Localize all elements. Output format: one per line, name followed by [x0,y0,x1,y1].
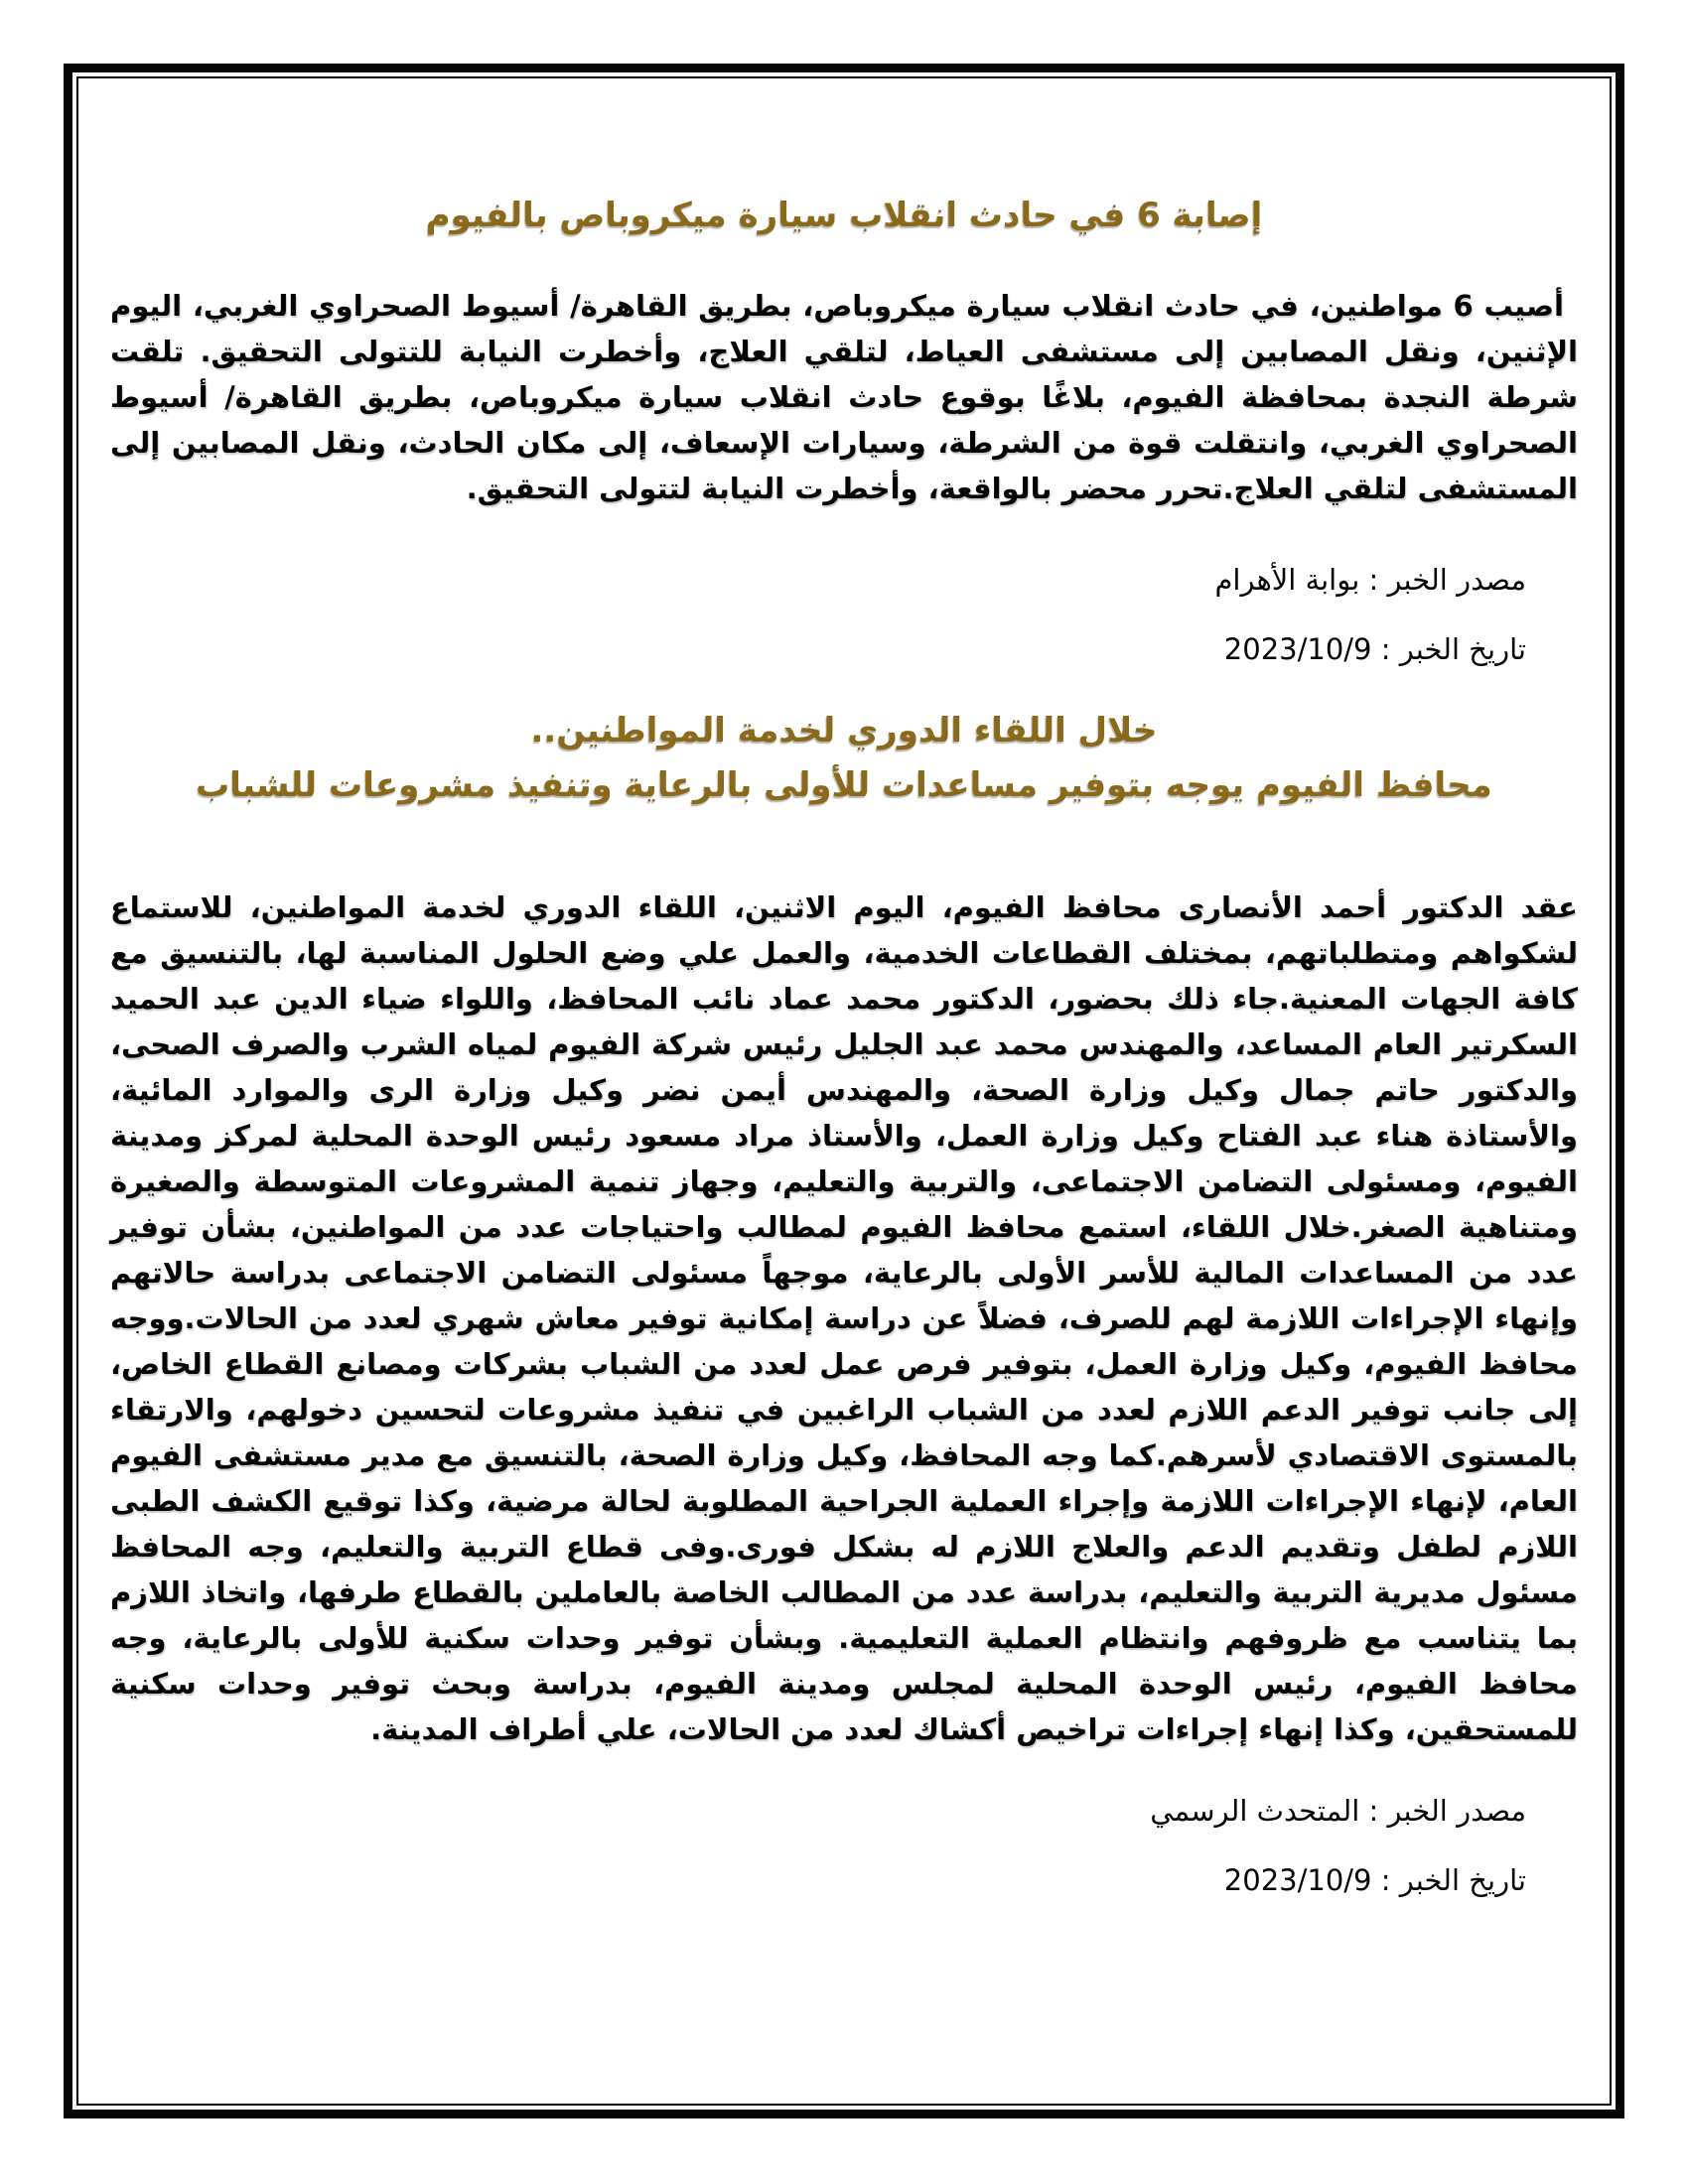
article-2-source: مصدر الخبر : المتحدث الرسمي [1150,1794,1526,1828]
page-content-area [76,76,1612,2106]
page-border-frame [64,64,1624,2118]
article-2-title-line-2: محافظ الفيوم يوجه بتوفير مساعدات للأولى بالرعاية وتنفيذ مشروعات للشباب [196,765,1492,805]
article-2-date: تاريخ الخبر : 2023/10/9 [1223,1863,1526,1897]
article-1-date: تاريخ الخبر : 2023/10/9 [1223,632,1526,666]
article-2-title [110,704,1578,813]
article-1-body: أصيب 6 مواطنين، في حادث انقلاب سيارة ميكروباص، بطريق القاهرة/ أسيوط الصحراوي الغربي، اليوم الإثنين، ونقل المصابين إلى مستشفى العياط، لتلقي العلاج، وأخطرت النيابة للتتولى التحقيق. تلقت شرطة النجدة بمحافظة الفيوم، بلاغًا بوقوع حادث انقلاب سيارة ميكروباص، بطريق القاهرة/ أسيوط الصحراوي الغربي، وانتقلت قوة من الشرطة، وسيارات الإسعاف، إلى مكان الحادث، ونقل المصابين إلى المستشفى لتلقي العلاج.تحرر محضر بالواقعة، وأخطرت النيابة لتتولى التحقيق. [110,289,1578,505]
article-2-body: عقد الدكتور أحمد الأنصارى محافظ الفيوم، اليوم الاثنين، اللقاء الدوري لخدمة المواطنين، للاستماع لشكواهم ومتطلباتهم، بمختلف القطاعات الخدمية، والعمل علي وضع الحلول المناسبة لها، بالتنسيق مع كافة الجهات المعنية.جاء ذلك بحضور، الدكتور محمد عماد نائب المحافظ، واللواء ضياء الدين عبد الحميد السكرتير العام المساعد، والمهندس محمد عبد الجليل رئيس شركة الفيوم لمياه الشرب والصرف الصحى، والدكتور حاتم جمال وكيل وزارة الصحة، والمهندس أيمن نضر وكيل وزارة الرى والموارد المائية، والأستاذة هناء عبد الفتاح وكيل وزارة العمل، والأستاذ مراد مسعود رئيس الوحدة المحلية لمركز ومدينة الفيوم، ومسئولى التضامن الاجتماعى، والتربية والتعليم، وجهاز تنمية المشروعات المتوسطة والصغيرة ومتناهية الصغر.خلال اللقاء، استمع محافظ الفيوم لمطالب واحتياجات عدد من المواطنين، بشأن توفير عدد من المساعدات المالية للأسر الأولى بالرعاية، موجهاً مسئولى التضامن الاجتماعى بدراسة حالاتهم وإنهاء الإجراءات اللازمة لهم للصرف، فضلاً عن دراسة إمكانية توفير معاش شهري لعدد من الحالات.ووجه محافظ الفيوم، وكيل وزارة العمل، بتوفير فرص عمل لعدد من الشباب بشركات ومصانع القطاع الخاص، إلى جانب توفير الدعم اللازم لعدد من الشباب الراغبين في تنفيذ مشروعات لتحسين دخولهم، والارتقاء بالمستوى الاقتصادي لأسرهم.كما وجه المحافظ، وكيل وزارة الصحة، بالتنسيق مع مدير مستشفى الفيوم العام، لإنهاء الإجراءات اللازمة وإجراء العملية الجراحية المطلوبة لحالة مرضية، وكذا توقيع الكشف الطبى اللازم لطفل وتقديم الدعم والعلاج اللازم له بشكل فورى.وفى قطاع التربية والتعليم، وجه المحافظ مسئول مديرية التربية والتعليم، بدراسة عدد من المطالب الخاصة بالعاملين بالقطاع طرفها، واتخاذ اللازم بما يتناسب مع ظروفهم وانتظام العملية التعليمية. وبشأن توفير وحدات سكنية للأولى بالرعاية، وجه محافظ الفيوم، رئيس الوحدة المحلية لمجلس ومدينة الفيوم، بدراسة وبحث توفير وحدات سكنية للمستحقين، وكذا إنهاء إجراءات تراخيص أكشاك لعدد من الحالات، علي أطراف المدينة. [110,890,1578,1746]
article-2-title-line-1: خلال اللقاء الدوري لخدمة المواطنين.. [530,711,1158,751]
article-1-source: مصدر الخبر : بوابة الأهرام [1214,563,1526,597]
article-1-title: إصابة 6 في حادث انقلاب سيارة ميكروباص بالفيوم [425,196,1263,235]
